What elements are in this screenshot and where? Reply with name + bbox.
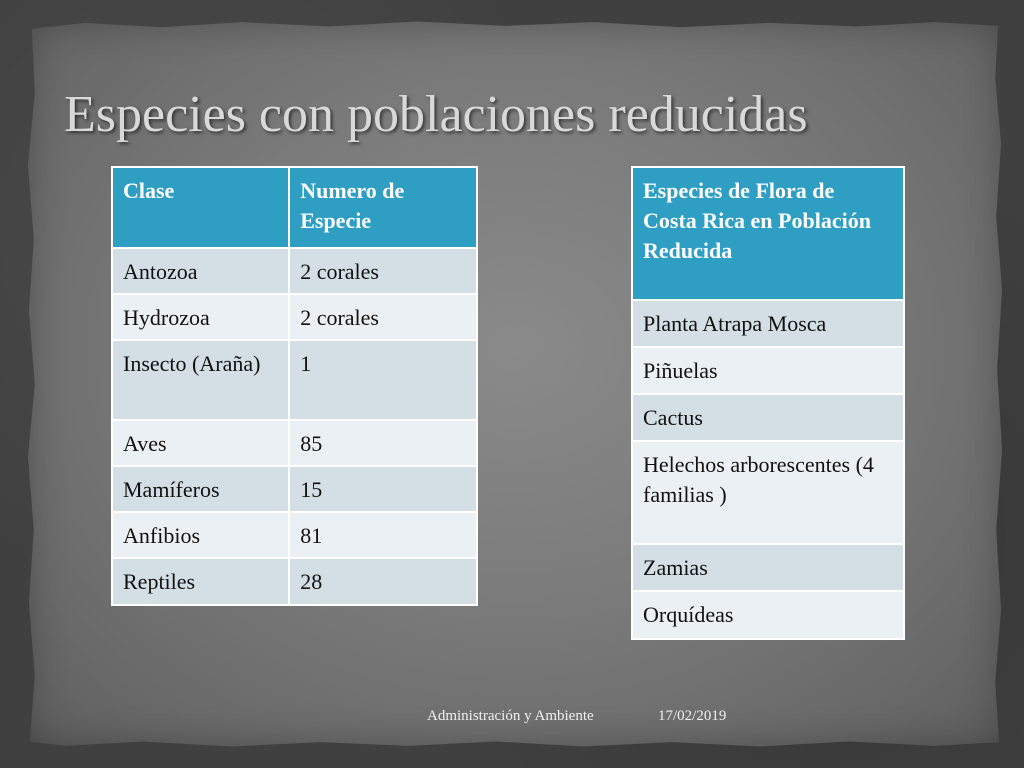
table-row xyxy=(632,591,904,639)
table-row xyxy=(632,347,904,394)
table-row xyxy=(632,394,904,441)
cell-clase: Aves xyxy=(112,420,289,466)
table-row xyxy=(112,466,477,512)
cell-flora: Helechos arborescentes (4 familias ) xyxy=(632,441,904,544)
table-row xyxy=(112,294,477,340)
class-species-table xyxy=(111,166,478,606)
cell-numero: 85 xyxy=(289,420,477,466)
cell-numero: 81 xyxy=(289,512,477,558)
header-clase: Clase xyxy=(112,167,289,248)
table-row xyxy=(112,558,477,605)
footer-text: Administración y Ambiente xyxy=(427,708,594,724)
cell-clase: Insecto (Araña) xyxy=(112,340,289,420)
table-row xyxy=(632,441,904,544)
cell-clase: Antozoa xyxy=(112,248,289,294)
header-flora: Especies de Flora de Costa Rica en Población Reducida xyxy=(632,167,904,300)
footer-date: 17/02/2019 xyxy=(658,708,727,724)
cell-flora: Cactus xyxy=(632,394,904,441)
flora-species-table xyxy=(631,166,905,640)
cell-numero: 1 xyxy=(289,340,477,420)
table-header-row xyxy=(112,167,477,248)
table-header-row xyxy=(632,167,904,300)
cell-clase: Mamíferos xyxy=(112,466,289,512)
cell-numero: 2 corales xyxy=(289,294,477,340)
cell-numero: 28 xyxy=(289,558,477,605)
cell-flora: Zamias xyxy=(632,544,904,591)
cell-clase: Reptiles xyxy=(112,558,289,605)
header-numero-especie: Numero de Especie xyxy=(289,167,477,248)
cell-clase: Anfibios xyxy=(112,512,289,558)
cell-clase: Hydrozoa xyxy=(112,294,289,340)
cell-flora: Planta Atrapa Mosca xyxy=(632,300,904,347)
table-row xyxy=(632,300,904,347)
table-row xyxy=(112,248,477,294)
table-row xyxy=(112,340,477,420)
slide-title: Especies con poblaciones reducidas xyxy=(64,86,808,143)
cell-numero: 15 xyxy=(289,466,477,512)
table-row xyxy=(112,420,477,466)
cell-flora: Orquídeas xyxy=(632,591,904,639)
table-row xyxy=(112,512,477,558)
table-row xyxy=(632,544,904,591)
cell-flora: Piñuelas xyxy=(632,347,904,394)
cell-numero: 2 corales xyxy=(289,248,477,294)
